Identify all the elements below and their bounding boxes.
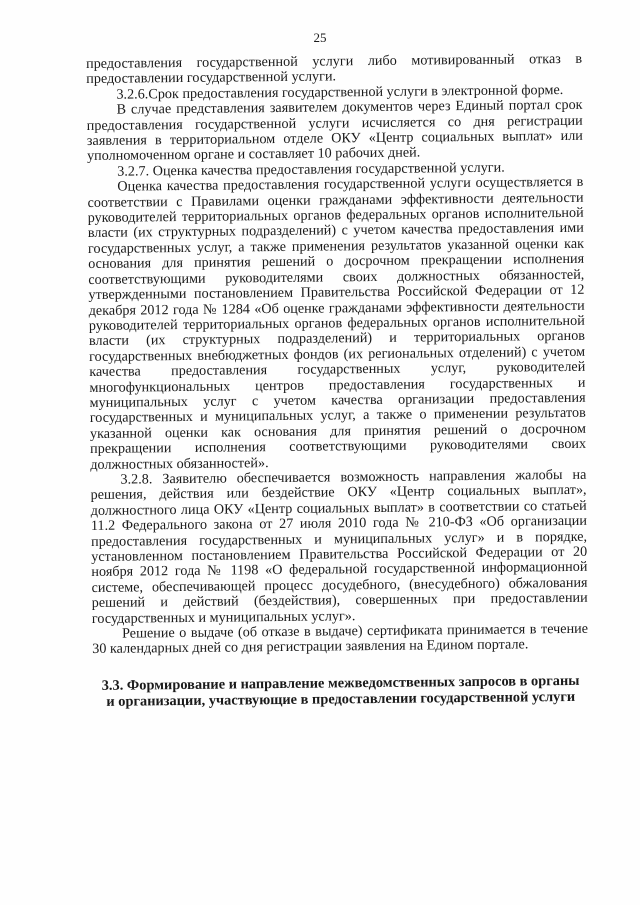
paragraph-unified-portal-term: В случае представления заявителем документов через Единый портал срок предоставления государственной услуги исчисляется со дня регистрации заявления в территориальном отделе ОКУ «Центр социальных выплат» или уполномоченном органе и составляет 10 рабочих дней. bbox=[86, 97, 583, 165]
section-heading-3-3: 3.3. Формирование и направление межведомственных запросов в органы и организации, участвующие в предоставлении государственной услуги bbox=[101, 672, 580, 710]
paragraph-certificate-decision: Решение о выдаче (об отказе в выдаче) сертификата принимается в течение 30 календарных дней со дня регистрации заявления на Едином портале. bbox=[92, 620, 589, 658]
paragraph-continuation: предоставления государственной услуги либо мотивированный отказ в предоставлении государственной услуги. bbox=[85, 50, 583, 88]
paragraph-3-2-6-title: 3.2.6.Срок предоставления государственной услуги в электронной форме. bbox=[116, 81, 564, 103]
paragraph-3-2-7-title: 3.2.7. Оценка качества предоставления государственной услуги. bbox=[117, 159, 505, 180]
page-body bbox=[86, 52, 589, 710]
page-number: 25 bbox=[313, 30, 327, 45]
paragraph-quality-assessment: Оценка качества предоставления государственной услуги осуществляется в соответствии с Правилами оценки гражданами эффективности деятельности руководителей территориальных органов федеральных органов исполнительной власти (их структурных подразделений) с учетом качества предоставления ими государственных услуг, а также применения результатов указанной оценки как основания для принятия решений о досрочном прекращении исполнения соответствующими руководителями своих должностных обязанностей, утвержденными постановлением Правительства Российской Федерации от 12 декабря 2012 года № 1284 «Об оценке гражданами эффективности деятельности руководителей территориальных органов федеральных органов исполнительной власти (их структурных подразделений) и территориальных органов государственных внебюджетных фондов (их региональных отделений) с учетом качества предоставления государственных услуг, руководителей многофункциональных центров предоставления государственных и муниципальных услуг с учетом качества организации предоставления государственных и муниципальных услуг, а также о применении результатов указанной оценки как основания для принятия решений о досрочном прекращении исполнения соответствующими руководителями своих должностных обязанностей». bbox=[87, 174, 587, 473]
paragraph-3-2-8-complaints: 3.2.8. Заявителю обеспечивается возможность направления жалобы на решения, действия или бездействие ОКУ «Центр социальных выплат», должностного лица ОКУ «Центр социальных выплат» в соответствии со статьей 11.2 Федерального закона от 27 июля 2010 года № 210-ФЗ «Об организации предоставления государственных и муниципальных услуг» и в порядке, установленном постановлением Правительства Российской Федерации от 20 ноября 2012 года № 1198 «О федеральной государственной информационной системе, обеспечивающей процесс досудебного, (внесудебного) обжалования решений и действий (бездействия), совершенных при предоставлении государственных и муниципальных услуг». bbox=[90, 466, 588, 627]
